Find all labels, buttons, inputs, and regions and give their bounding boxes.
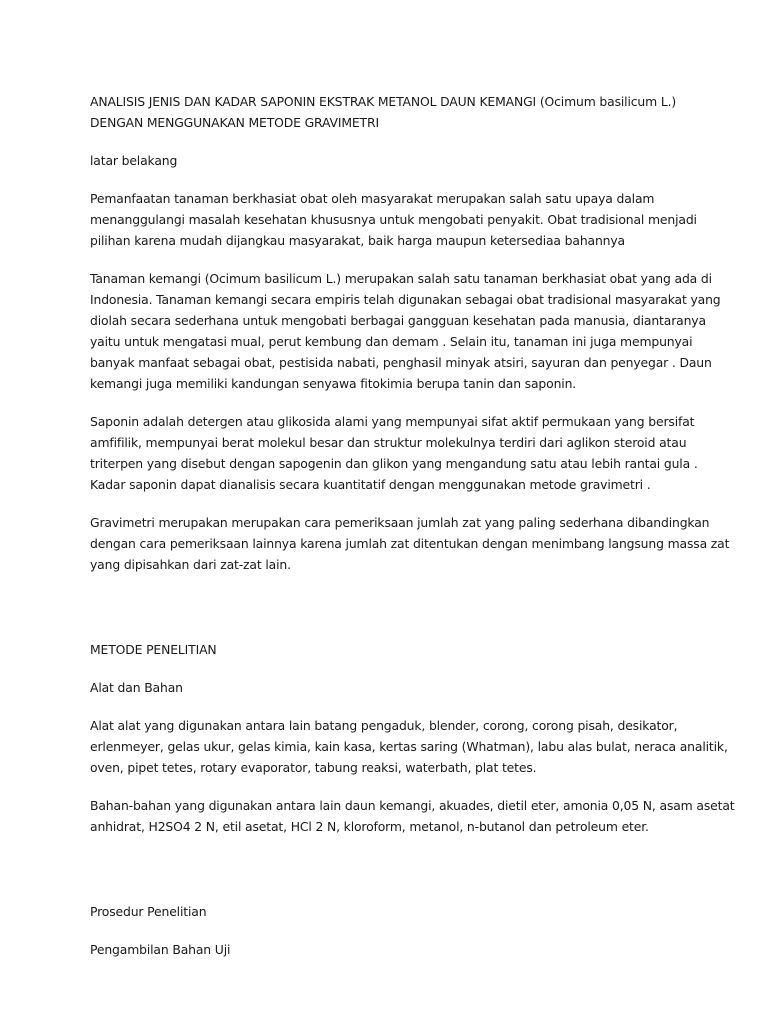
paragraph-tools <box>90 715 728 778</box>
paragraph-line: Tanaman kemangi (Ocimum basilicum L.) merupakan salah satu tanaman berkhasiat obat yang ada di <box>90 271 712 286</box>
paragraph-line: Bahan-bahan yang digunakan antara lain daun kemangi, akuades, dietil eter, amonia 0,05 N, asam asetat <box>90 798 735 813</box>
paragraph-line: diolah secara sederhana untuk mengobati berbagai gangguan kesehatan pada manusia, diantaranya <box>90 313 706 328</box>
paragraph-line: kemangi juga memiliki kandungan senyawa fitokimia berupa tanin dan saponin. <box>90 376 577 391</box>
section-heading-procedure: Prosedur Penelitian <box>90 904 207 919</box>
paragraph-line: banyak manfaat sebagai obat, pestisida nabati, penghasil minyak atsiri, sayuran dan penyegar . Daun <box>90 355 712 370</box>
paragraph-line: anhidrat, H2SO4 2 N, etil asetat, HCl 2 N, kloroform, metanol, n-butanol dan petroleum eter. <box>90 819 649 834</box>
paragraph-line: erlenmeyer, gelas ukur, gelas kimia, kain kasa, kertas saring (Whatman), labu alas bulat, neraca analitik, <box>90 739 728 754</box>
paragraph-line: triterpen yang disebut dengan sapogenin dan glikon yang mengandung satu atau lebih rantai gula . <box>90 456 698 471</box>
paragraph-line: pilihan karena mudah dijangkau masyarakat, baik harga maupun ketersediaa bahannya <box>90 233 625 248</box>
section-heading-methods: METODE PENELITIAN <box>90 642 217 657</box>
document-content <box>90 91 735 960</box>
paragraph-line: Kadar saponin dapat dianalisis secara kuantitatif dengan menggunakan metode gravimetri . <box>90 477 651 492</box>
paragraph-line: Indonesia. Tanaman kemangi secara empiris telah digunakan sebagai obat tradisional masyarakat yang <box>90 292 721 307</box>
paragraph-materials <box>90 795 735 837</box>
paragraph-line: Alat alat yang digunakan antara lain batang pengaduk, blender, corong, corong pisah, desikator, <box>90 718 678 733</box>
paragraph-line: Pemanfaatan tanaman berkhasiat obat oleh masyarakat merupakan salah satu upaya dalam <box>90 191 655 206</box>
paragraph-line: Gravimetri merupakan merupakan cara pemeriksaan jumlah zat yang paling sederhana dibandingkan <box>90 515 710 530</box>
section-heading-background: latar belakang <box>90 153 178 168</box>
paragraph-line: menanggulangi masalah kesehatan khususnya untuk mengobati penyakit. Obat tradisional menjadi <box>90 212 697 227</box>
title-line: DENGAN MENGGUNAKAN METODE GRAVIMETRI <box>90 115 379 130</box>
paragraph-line: Saponin adalah detergen atau glikosida alami yang mempunyai sifat aktif permukaan yang bersifat <box>90 414 695 429</box>
paragraph-kemangi <box>90 268 721 394</box>
subsection-heading-sampling: Pengambilan Bahan Uji <box>90 942 231 957</box>
paragraph-utilization <box>90 188 697 251</box>
paragraph-line: yaitu untuk mengatasi mual, perut kembung dan demam . Selain itu, tanaman ini juga mempunyai <box>90 334 693 349</box>
subsection-heading-tools: Alat dan Bahan <box>90 680 183 695</box>
document-title <box>90 91 690 133</box>
paragraph-line: yang dipisahkan dari zat-zat lain. <box>90 557 291 572</box>
paragraph-line: oven, pipet tetes, rotary evaporator, tabung reaksi, waterbath, plat tetes. <box>90 760 537 775</box>
title-line: ANALISIS JENIS DAN KADAR SAPONIN EKSTRAK METANOL DAUN KEMANGI (Ocimum basilicum L.) <box>90 94 677 109</box>
paragraph-gravimetri <box>90 512 730 575</box>
paragraph-saponin <box>90 411 698 495</box>
paragraph-line: amfifilik, mempunyai berat molekul besar dan struktur molekulnya terdiri dari aglikon steroid atau <box>90 435 687 450</box>
paragraph-line: dengan cara pemeriksaan lainnya karena jumlah zat ditentukan dengan menimbang langsung massa zat <box>90 536 730 551</box>
